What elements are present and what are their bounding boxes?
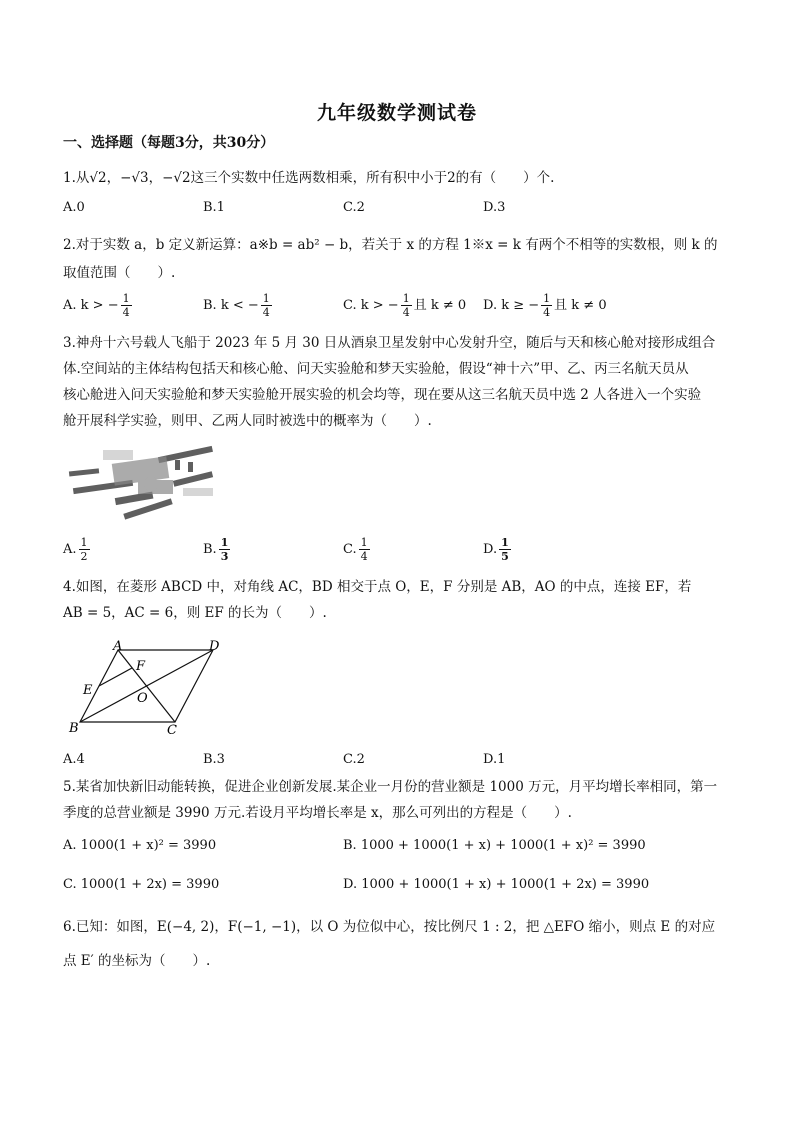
label-e: E	[83, 683, 93, 698]
q4-option-c[interactable]: C.2	[343, 752, 365, 767]
rhombus-figure	[63, 638, 233, 738]
fraction: $\frac{1}{2}$	[80, 536, 88, 563]
q1-option-d[interactable]: D.3	[483, 200, 506, 215]
q2-option-c[interactable]	[343, 292, 466, 319]
q5-option-a[interactable]: A. 1000(1 + x)² = 3990	[63, 838, 217, 853]
q3-option-d-label: D.	[483, 542, 498, 557]
q2-option-a[interactable]	[63, 292, 134, 319]
q1-option-b[interactable]: B.1	[203, 200, 225, 215]
q2-option-d-suffix: 且 k ≠ 0	[554, 298, 607, 313]
q4-option-b[interactable]: B.3	[203, 752, 225, 767]
label-a: A	[113, 639, 123, 654]
fraction: $\frac{1}{4}$	[262, 292, 270, 319]
label-f: F	[136, 659, 146, 674]
page-title: 九年级数学测试卷	[316, 102, 477, 124]
question-6-line-2: 点 E′ 的坐标为（ ）.	[63, 953, 211, 969]
question-3-line-2: 体.空间站的主体结构包括天和核心舱、问天实验舱和梦天实验舱，假设“神十六”甲、乙、丙三名航天员从	[63, 361, 689, 377]
question-4-line-1: 4.如图，在菱形 ABCD 中，对角线 AC，BD 相交于点 O，E，F 分别是 AB，AO 的中点，连接 EF，若	[63, 579, 692, 595]
question-2-line-2: 取值范围（ ）.	[63, 265, 176, 281]
section-heading: 一、选择题（每题3分，共30分）	[63, 135, 275, 151]
question-1-text: 1.从√2，−√3，−√2这三个实数中任选两数相乘，所有积中小于2的有（ ）个.	[63, 170, 555, 186]
q3-option-b[interactable]	[203, 536, 232, 563]
q4-option-a[interactable]: A.4	[63, 752, 85, 767]
question-5-line-2: 季度的总营业额是 3990 万元.若设月平均增长率是 x，那么可列出的方程是（ ）.	[63, 805, 572, 821]
fraction: $\frac{1}{5}$	[501, 536, 509, 563]
q3-option-c-label: C.	[343, 542, 357, 557]
question-2-line-1: 2.对于实数 a，b 定义新运算：a※b = ab² − b，若关于 x 的方程 1※x = k 有两个不相等的实数根，则 k 的	[63, 237, 718, 253]
label-b: B	[69, 721, 79, 736]
q3-option-d[interactable]	[483, 536, 513, 563]
label-o: O	[137, 691, 148, 706]
q3-option-a-label: A.	[63, 542, 77, 557]
q2-option-b-label: B. k < −	[203, 298, 259, 313]
q2-option-c-suffix: 且 k ≠ 0	[413, 298, 467, 313]
fraction: $\frac{1}{4}$	[543, 292, 551, 319]
q5-option-d[interactable]: D. 1000 + 1000(1 + x) + 1000(1 + 2x) = 3990	[343, 877, 650, 892]
fraction: $\frac{1}{4}$	[360, 536, 368, 563]
q3-option-b-label: B.	[203, 542, 217, 557]
fraction: $\frac{1}{3}$	[220, 536, 229, 563]
question-4-line-2: AB = 5，AC = 6，则 EF 的长为（ ）.	[63, 605, 327, 621]
q1-option-c[interactable]: C.2	[343, 200, 365, 215]
q3-option-c[interactable]	[343, 536, 372, 563]
q5-option-b[interactable]: B. 1000 + 1000(1 + x) + 1000(1 + x)² = 3990	[343, 838, 646, 853]
fraction: $\frac{1}{4}$	[122, 292, 130, 319]
question-3-line-4: 舱开展科学实验，则甲、乙两人同时被选中的概率为（ ）.	[63, 413, 432, 429]
q5-option-c[interactable]: C. 1000(1 + 2x) = 3990	[63, 877, 220, 892]
q1-option-a[interactable]: A.0	[63, 200, 85, 215]
q3-option-a[interactable]	[63, 536, 92, 563]
q2-option-d-label: D. k ≥ −	[483, 298, 540, 313]
question-3-line-3: 核心舱进入问天实验舱和梦天实验舱开展实验的机会均等，现在要从这三名航天员中选 2 人各进入一个实验	[63, 387, 702, 403]
question-5-line-1: 5.某省加快新旧动能转换，促进企业创新发展.某企业一月份的营业额是 1000 万元，月平均增长率相同，第一	[63, 779, 718, 795]
q2-option-a-label: A. k > −	[63, 298, 119, 313]
label-c: C	[167, 723, 177, 738]
q4-option-d[interactable]: D.1	[483, 752, 506, 767]
question-3-line-1: 3.神舟十六号载人飞船于 2023 年 5 月 30 日从酒泉卫星发射中心发射升空，随后与天和核心舱对接形成组合	[63, 335, 716, 351]
space-station-image	[63, 440, 228, 525]
label-d: D	[209, 639, 220, 654]
q2-option-c-label: C. k > −	[343, 298, 399, 313]
question-6-line-1: 6.已知：如图，E(−4, 2)，F(−1, −1)，以 O 为位似中心，按比例尺 1 : 2，把 △EFO 缩小，则点 E 的对应	[63, 919, 716, 935]
q2-option-d[interactable]	[483, 292, 607, 319]
fraction: $\frac{1}{4}$	[402, 292, 410, 319]
q2-option-b[interactable]	[203, 292, 274, 319]
